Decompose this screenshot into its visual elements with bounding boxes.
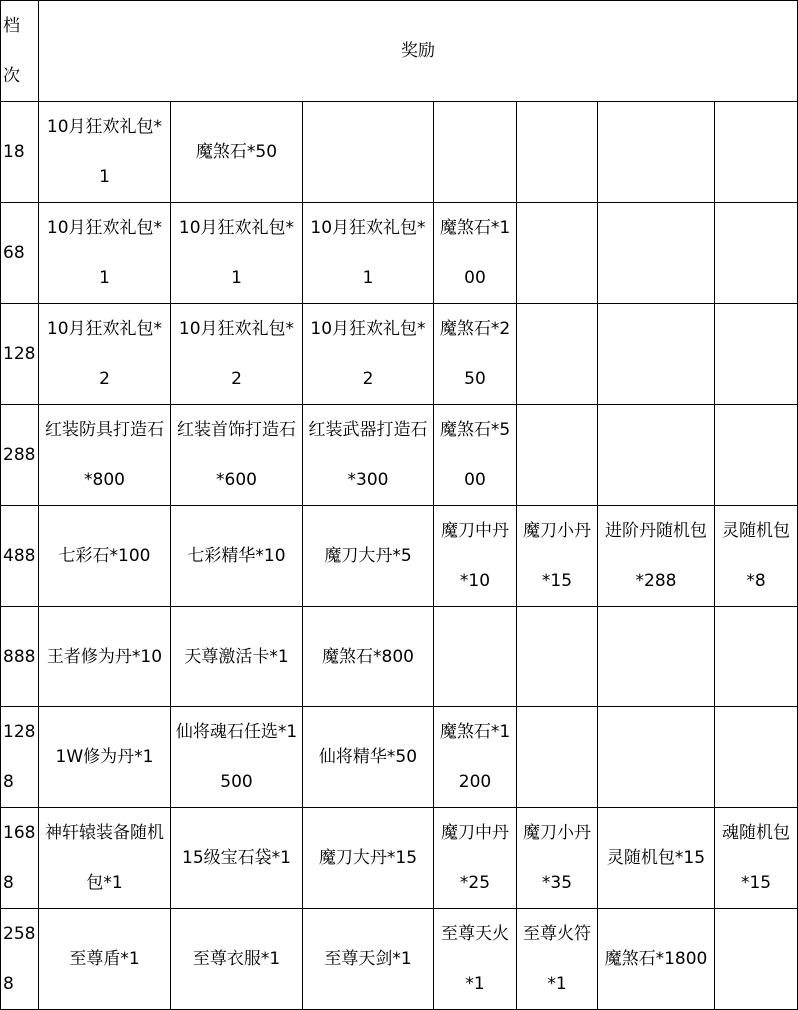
reward-cell: 王者修为丹*10 — [39, 607, 171, 707]
reward-cell: 至尊衣服*1 — [171, 909, 303, 1010]
tier-cell: 2588 — [1, 909, 39, 1010]
tier-cell: 488 — [1, 506, 39, 607]
reward-cell — [517, 102, 598, 203]
reward-cell: 魔刀中丹*10 — [434, 506, 517, 607]
table-row — [1, 304, 798, 405]
table-row — [1, 506, 798, 607]
reward-cell — [715, 203, 798, 304]
reward-cell: 魔刀小丹*15 — [517, 506, 598, 607]
reward-cell: 15级宝石袋*1 — [171, 808, 303, 909]
tier-cell: 128 — [1, 304, 39, 405]
reward-cell — [517, 304, 598, 405]
tier-cell: 888 — [1, 607, 39, 707]
tier-cell: 1688 — [1, 808, 39, 909]
reward-cell: 灵随机包*15 — [598, 808, 715, 909]
reward-cell — [517, 607, 598, 707]
reward-cell: 魔煞石*1800 — [598, 909, 715, 1010]
reward-cell — [598, 102, 715, 203]
reward-cell — [715, 405, 798, 506]
tier-cell: 288 — [1, 405, 39, 506]
table-row — [1, 203, 798, 304]
reward-cell: 进阶丹随机包*288 — [598, 506, 715, 607]
reward-cell: 魔刀大丹*15 — [303, 808, 434, 909]
reward-cell — [434, 607, 517, 707]
reward-cell: 魔刀中丹*25 — [434, 808, 517, 909]
reward-cell: 魔煞石*1200 — [434, 707, 517, 808]
table-row — [1, 607, 798, 707]
reward-cell: 天尊激活卡*1 — [171, 607, 303, 707]
reward-cell: 魔煞石*100 — [434, 203, 517, 304]
tier-cell: 68 — [1, 203, 39, 304]
reward-cell: 10月狂欢礼包*2 — [171, 304, 303, 405]
reward-cell — [715, 102, 798, 203]
reward-cell: 仙将精华*50 — [303, 707, 434, 808]
reward-cell: 七彩精华*10 — [171, 506, 303, 607]
reward-cell: 红装武器打造石*300 — [303, 405, 434, 506]
reward-cell: 魔煞石*500 — [434, 405, 517, 506]
tier-cell: 1288 — [1, 707, 39, 808]
reward-cell: 魔刀小丹*35 — [517, 808, 598, 909]
reward-cell: 至尊盾*1 — [39, 909, 171, 1010]
reward-cell — [715, 304, 798, 405]
reward-cell: 魔刀大丹*5 — [303, 506, 434, 607]
reward-cell: 10月狂欢礼包*2 — [303, 304, 434, 405]
reward-cell: 至尊天火*1 — [434, 909, 517, 1010]
reward-cell: 10月狂欢礼包*1 — [39, 203, 171, 304]
reward-cell — [715, 909, 798, 1010]
header-row — [1, 1, 798, 102]
reward-cell: 灵随机包*8 — [715, 506, 798, 607]
reward-cell: 红装防具打造石*800 — [39, 405, 171, 506]
reward-cell: 仙将魂石任选*1500 — [171, 707, 303, 808]
reward-cell — [598, 405, 715, 506]
reward-cell — [598, 304, 715, 405]
table-row — [1, 102, 798, 203]
reward-cell: 1W修为丹*1 — [39, 707, 171, 808]
reward-cell — [517, 203, 598, 304]
reward-cell — [598, 707, 715, 808]
reward-cell — [517, 707, 598, 808]
reward-cell — [434, 102, 517, 203]
table-row — [1, 909, 798, 1010]
reward-cell: 魔煞石*800 — [303, 607, 434, 707]
reward-cell — [715, 607, 798, 707]
reward-cell: 10月狂欢礼包*2 — [39, 304, 171, 405]
reward-cell — [517, 405, 598, 506]
reward-cell: 至尊火符*1 — [517, 909, 598, 1010]
reward-cell: 魔煞石*50 — [171, 102, 303, 203]
reward-cell — [598, 607, 715, 707]
table-row — [1, 707, 798, 808]
reward-cell: 魔煞石*250 — [434, 304, 517, 405]
reward-cell — [303, 102, 434, 203]
reward-cell: 神轩辕装备随机包*1 — [39, 808, 171, 909]
reward-header: 奖励 — [39, 1, 798, 102]
reward-cell: 10月狂欢礼包*1 — [39, 102, 171, 203]
tier-cell: 18 — [1, 102, 39, 203]
reward-cell — [598, 203, 715, 304]
reward-cell: 10月狂欢礼包*1 — [303, 203, 434, 304]
tier-header: 档次 — [1, 1, 39, 102]
reward-cell: 10月狂欢礼包*1 — [171, 203, 303, 304]
reward-cell: 红装首饰打造石*600 — [171, 405, 303, 506]
table-row — [1, 808, 798, 909]
reward-cell: 魂随机包*15 — [715, 808, 798, 909]
reward-cell: 至尊天剑*1 — [303, 909, 434, 1010]
reward-cell: 七彩石*100 — [39, 506, 171, 607]
table-row — [1, 405, 798, 506]
reward-cell — [715, 707, 798, 808]
